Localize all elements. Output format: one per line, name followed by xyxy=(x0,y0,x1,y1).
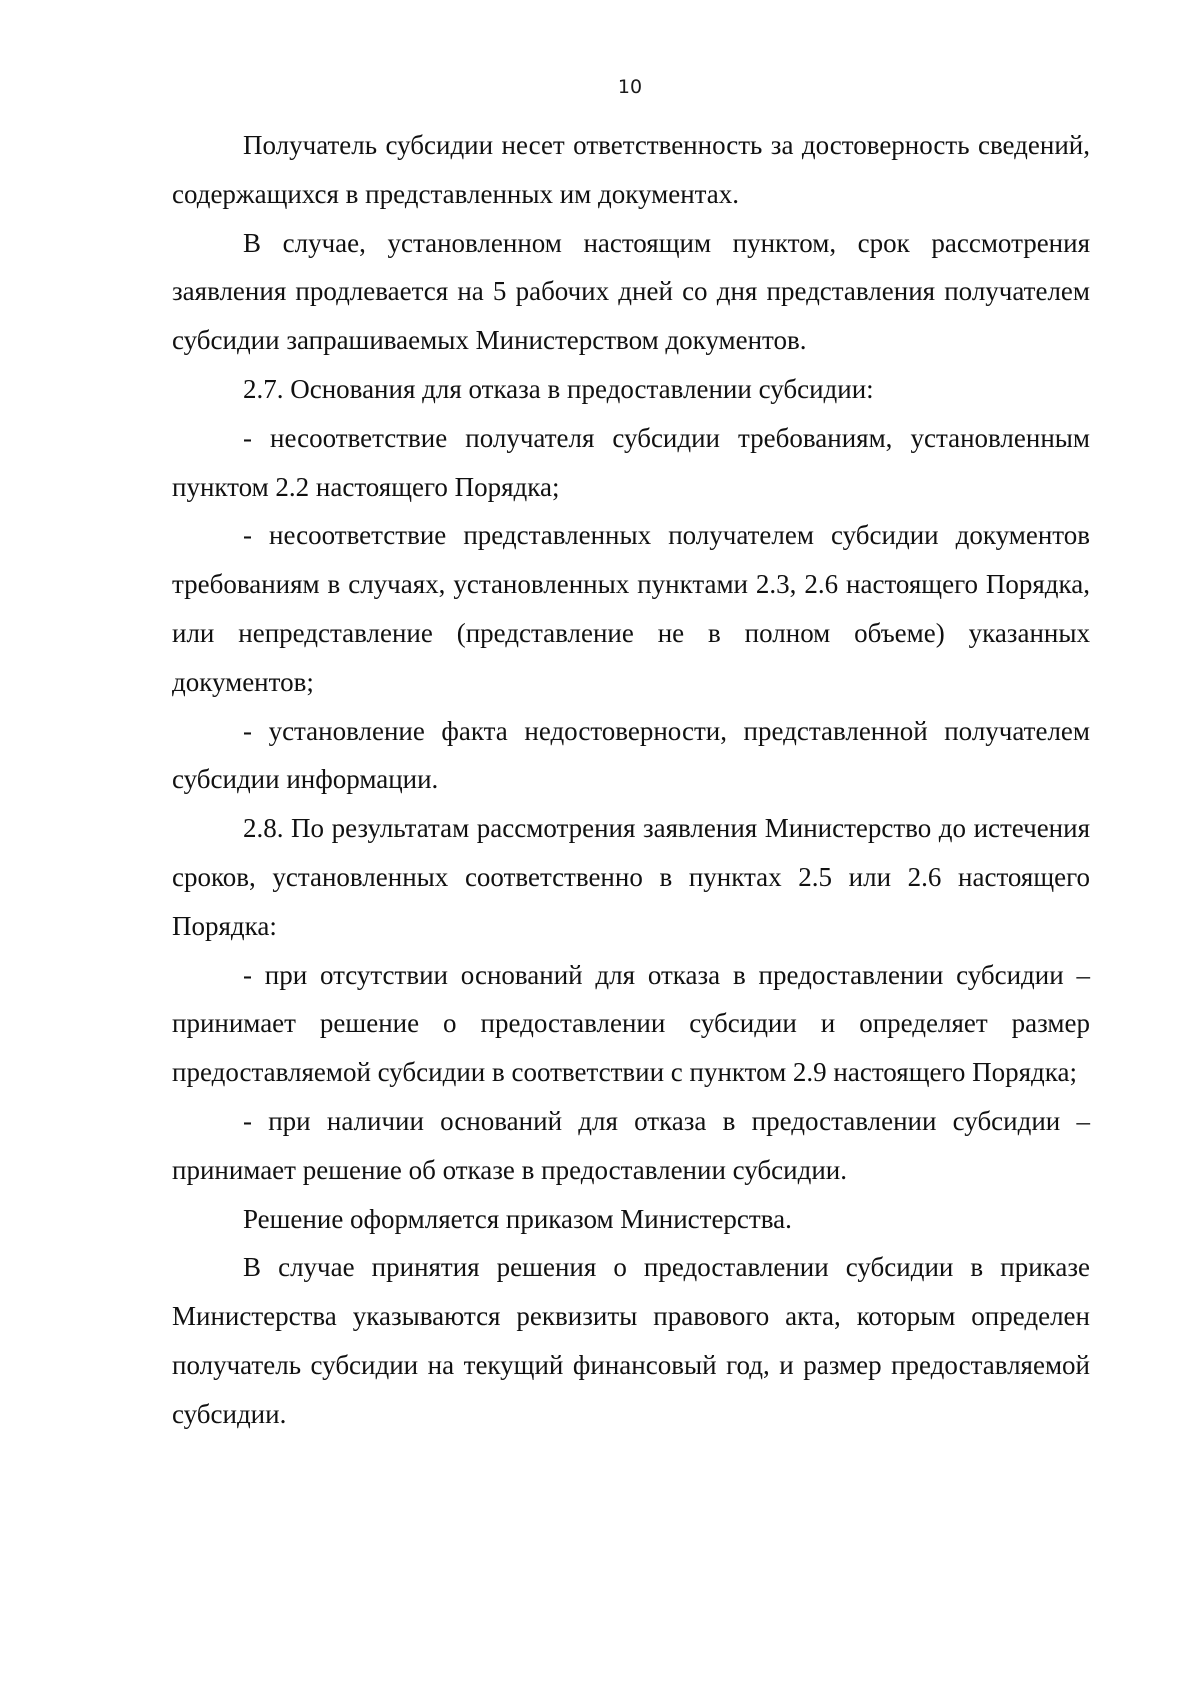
document-body xyxy=(172,121,1090,1439)
paragraph-recipient-responsibility: Получатель субсидии несет ответственность за достоверность сведений, содержащихся в представленных им документах. xyxy=(172,130,1090,209)
paragraph-refusal-ground-1: - несоответствие получателя субсидии требованиям, установленным пунктом 2.2 настоящего Порядка; xyxy=(172,422,1090,502)
paragraph-order-details: В случае принятия решения о предоставлении субсидии в приказе Министерства указываются реквизиты правового акта, которым определен получатель субсидии на текущий финансовый год, и размер предоставляемой субсидии. xyxy=(172,1252,1090,1429)
paragraph-refusal-ground-2: - несоответствие представленных получателем субсидии документов требованиям в случаях, установленных пунктами 2.3, 2.6 настоящего Порядка, или непредставление (представление не в полном объеме) указанных документов; xyxy=(172,520,1090,697)
paragraph-decision-grant: - при отсутствии оснований для отказа в предоставлении субсидии – принимает решение о предоставлении субсидии и определяет размер предоставляемой субсидии в соответствии с пунктом 2.9 настоящего Порядка; xyxy=(172,959,1090,1088)
paragraph-decision-refusal: - при наличии оснований для отказа в предоставлении субсидии – принимает решение об отказе в предоставлении субсидии. xyxy=(172,1105,1090,1185)
paragraph-review-results: 2.8. По результатам рассмотрения заявления Министерство до истечения сроков, установленных соответственно в пунктах 2.5 или 2.6 настоящего Порядка: xyxy=(172,813,1090,941)
paragraph-refusal-ground-3: - установление факта недостоверности, представленной получателем субсидии информации. xyxy=(172,715,1090,795)
page-number: 10 xyxy=(617,76,643,98)
paragraph-refusal-grounds-heading: 2.7. Основания для отказа в предоставлении субсидии: xyxy=(243,373,874,404)
paragraph-decision-form: Решение оформляется приказом Министерства. xyxy=(243,1203,792,1234)
paragraph-review-extension: В случае, установленном настоящим пунктом, срок рассмотрения заявления продлевается на 5 рабочих дней со дня представления получателем субсидии запрашиваемых Министерством документов. xyxy=(172,227,1090,356)
